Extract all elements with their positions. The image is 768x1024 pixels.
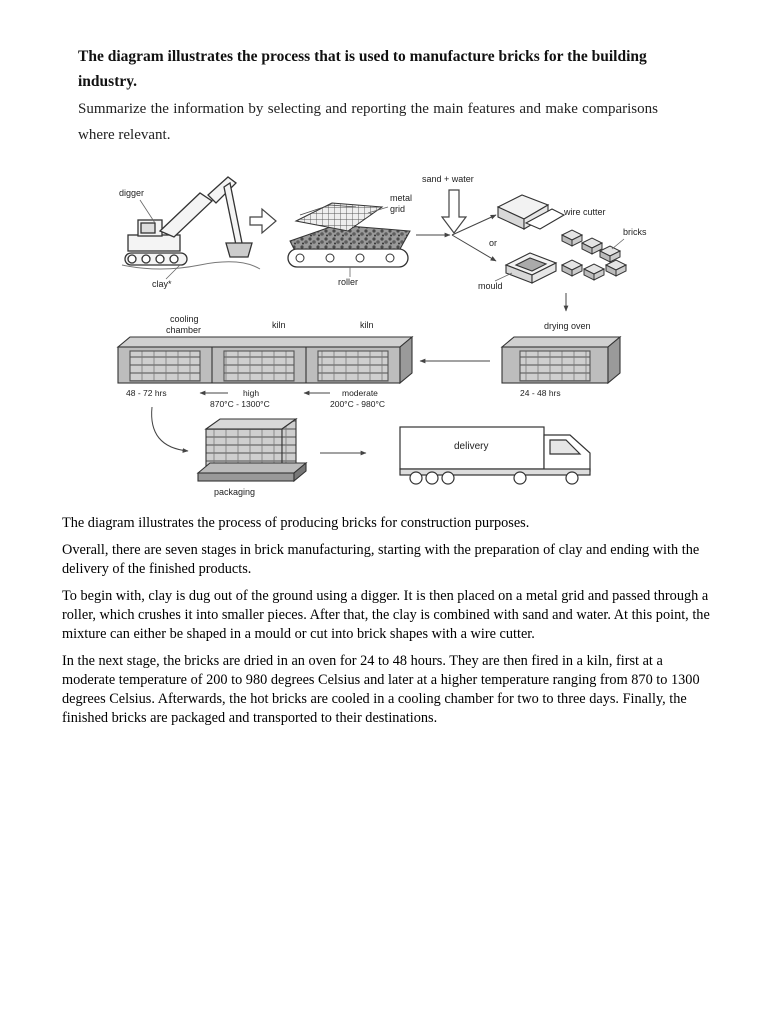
cooling-label: cooling (170, 314, 199, 324)
down-arrow-icon (442, 190, 466, 233)
kiln-high-label: kiln (272, 320, 286, 330)
grid-label: grid (390, 204, 406, 214)
kiln-block-icon (118, 337, 412, 383)
kiln-moderate-label: kiln (360, 320, 374, 330)
essay-paragraph: To begin with, clay is dug out of the ground using a digger. It is then placed on a metal grid and passed through a roller, which crushes it into smaller pieces. After that, the clay is combined with sand and water. At this point, the mixture can either be shaped in a mould or cut into brick shapes with a wire cutter. (62, 588, 710, 642)
roller-label: roller (338, 277, 359, 287)
task-prompt (78, 44, 658, 148)
moulded-bricks-icon (562, 260, 626, 280)
brick-process-diagram (100, 165, 647, 510)
essay-paragraph: In the next stage, the bricks are dried in an oven for 24 to 48 hours. They are then fired in a kiln, first at a moderate temperature of 200 to 980 degrees Celsius and later at a higher temperature ranging from 870 to 1300 degrees Celsius. Afterwards, the hot bricks are cooled in a cooling chamber for two to three days. Finally, the finished bricks are packaged and transported to their destinations. (62, 653, 700, 726)
process-arrow-icon (250, 209, 276, 233)
metal-label: metal (390, 193, 413, 203)
delivery-label: delivery (454, 441, 489, 452)
chamber-label: chamber (166, 325, 202, 335)
wire-cutter-label: wire cutter (564, 207, 606, 217)
clay-label: clay* (152, 279, 172, 289)
bricks-icon (562, 230, 620, 262)
digger-label: digger (119, 188, 145, 198)
prompt-instruction: Summarize the information by selecting and reporting the main features and make comparisons where relevant. (78, 101, 658, 143)
moderate-label: moderate (342, 388, 378, 398)
essay-paragraph: The diagram illustrates the process of producing bricks for construction purposes. (62, 515, 530, 531)
high-temp-label: 870°C - 1300°C (210, 399, 270, 409)
cooling-time-label: 48 - 72 hrs (126, 388, 167, 398)
essay-text (62, 514, 716, 736)
mould-icon (506, 253, 556, 283)
prompt-title: The diagram illustrates the process that is used to manufacture bricks for the building industry. (78, 48, 647, 90)
drying-oven-icon (502, 337, 620, 383)
drying-oven-label: drying oven (544, 321, 591, 331)
drying-time-label: 24 - 48 hrs (520, 388, 561, 398)
packaging-label: packaging (214, 487, 256, 497)
essay-paragraph: Overall, there are seven stages in brick manufacturing, starting with the preparation of clay and ending with the delivery of the finished products. (62, 542, 700, 577)
sand-water-label: sand + water (422, 174, 474, 184)
wire-cutter-icon (498, 195, 564, 229)
digger-icon (125, 177, 252, 265)
moderate-temp-label: 200°C - 980°C (330, 399, 385, 409)
or-label: or (489, 238, 498, 248)
bricks-label: bricks (623, 227, 647, 237)
high-label: high (243, 388, 260, 398)
delivery-truck-icon (400, 427, 590, 484)
mould-label: mould (478, 281, 503, 291)
packaging-icon (198, 419, 306, 481)
